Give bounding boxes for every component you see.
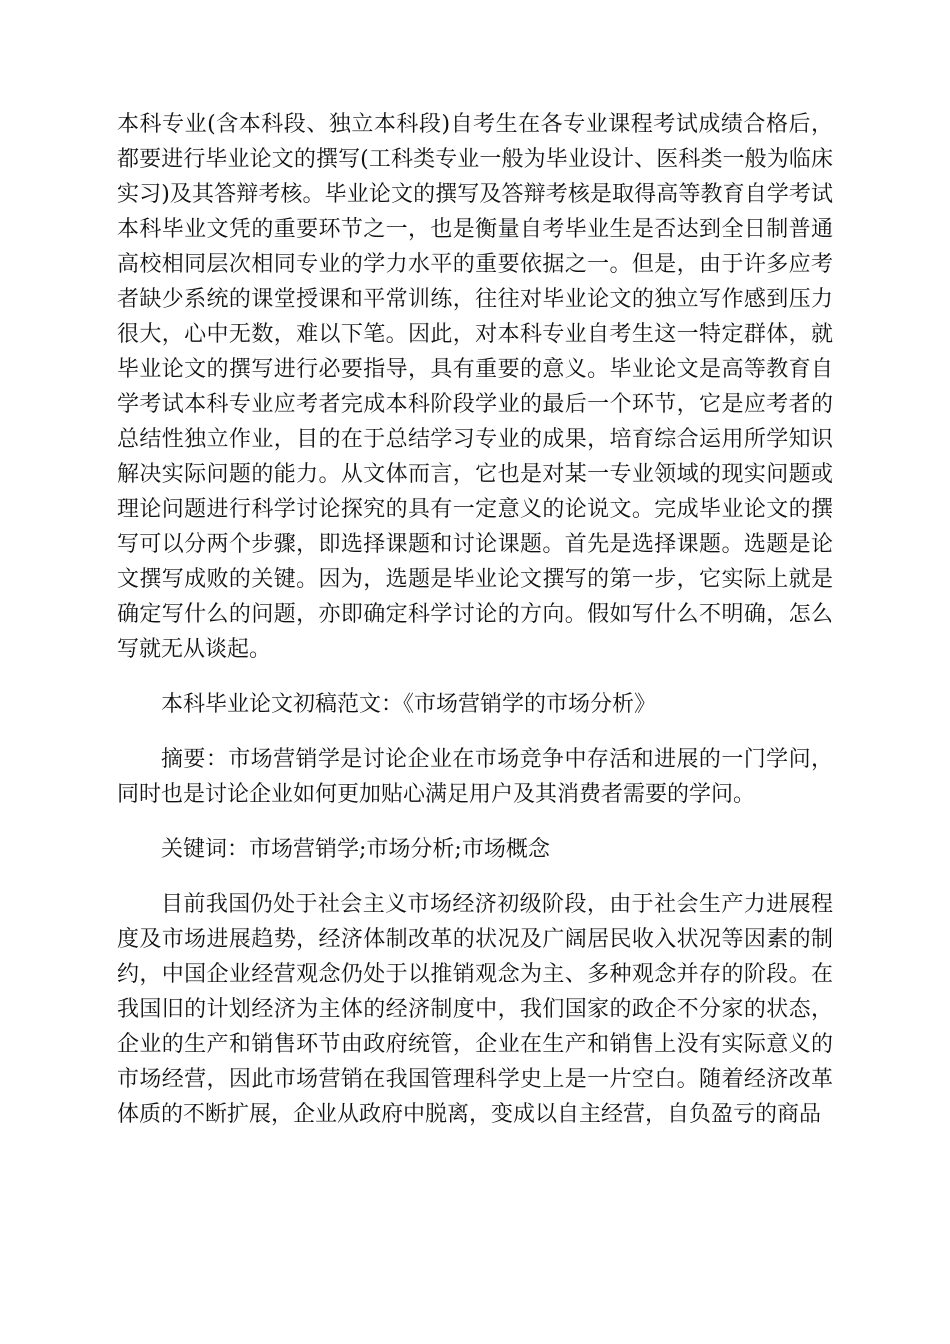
body-paragraph: 目前我国仍处于社会主义市场经济初级阶段，由于社会生产力进展程度及市场进展趋势，经济体制改革的状况及广阔居民收入状况等因素的制约，中国企业经营观念仍处于以推销观念为主、多种观念并存的阶段。在我国旧的计划经济为主体的经济制度中，我们国家的政企不分家的状态，企业的生产和销售环节由政府统管，企业在生产和销售上没有实际意义的市场经营，因此市场营销在我国管理科学史上是一片空白。随着经济改革体质的不断扩展，企业从政府中脱离，变成以自主经营，自负盈亏的商品 [117, 892, 833, 1127]
keywords-paragraph: 关键词：市场营销学;市场分析;市场概念 [161, 837, 550, 862]
abstract-paragraph: 摘要：市场营销学是讨论企业在市场竞争中存活和进展的一门学问，同时也是讨论企业如何更加贴心满足用户及其消费者需要的学问。 [117, 747, 833, 807]
sample-title: 本科毕业论文初稿范文：《市场营销学的市场分析》 [161, 692, 657, 717]
document-body [117, 107, 833, 1132]
intro-paragraph: 本科专业(含本科段、独立本科段)自考生在各专业课程考试成绩合格后，都要进行毕业论文的撰写(工科类专业一般为毕业设计、医科类一般为临床实习)及其答辩考核。毕业论文的撰写及答辩考核是取得高等教育自学考试本科毕业文凭的重要环节之一，也是衡量自考毕业生是否达到全日制普通高校相同层次相同专业的学力水平的重要依据之一。但是，由于许多应考者缺少系统的课堂授课和平常训练，往往对毕业论文的独立写作感到压力很大，心中无数，难以下笔。因此，对本科专业自考生这一特定群体，就毕业论文的撰写进行必要指导，具有重要的意义。毕业论文是高等教育自学考试本科专业应考者完成本科阶段学业的最后一个环节，它是应考者的总结性独立作业，目的在于总结学习专业的成果，培育综合运用所学知识解决实际问题的能力。从文体而言，它也是对某一专业领域的现实问题或理论问题进行科学讨论探究的具有一定意义的论说文。完成毕业论文的撰写可以分两个步骤，即选择课题和讨论课题。首先是选择课题。选题是论文撰写成败的关键。因为，选题是毕业论文撰写的第一步，它实际上就是确定写什么的问题，亦即确定科学讨论的方向。假如写什么不明确，怎么写就无从谈起。 [117, 112, 833, 662]
